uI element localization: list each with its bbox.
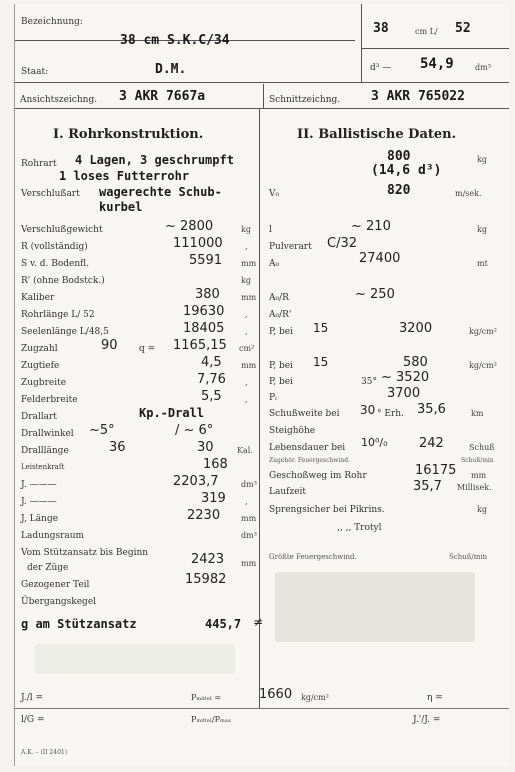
- row-label-j-inhalt: J. ———: [21, 480, 57, 490]
- row-value-rohrlaenge: 19630: [183, 304, 225, 319]
- a0-unit: mt: [477, 259, 488, 268]
- row-label-seelenlaenge: Seelenlänge L/48,5: [21, 327, 109, 337]
- row-value-zugzahl: 1165,15: [173, 338, 227, 353]
- row-label-dralllaenge: Dralllänge: [21, 446, 69, 456]
- geschossweg-unit: mm: [471, 471, 487, 480]
- header-bottom-line: [15, 82, 509, 83]
- caliber-value: 38: [373, 21, 389, 36]
- p-bei-1-temp: 15: [313, 321, 329, 335]
- a0-r-label: A₀/R: [269, 293, 289, 303]
- pmittel-value: 1660: [259, 687, 293, 702]
- row-unit-zugtiefe: mm: [241, 361, 257, 370]
- row-unit-s-bodenfl: mm: [241, 259, 257, 268]
- row-unit-felderbreite: ,: [245, 395, 248, 404]
- trotyl-label: ,, ,, Trotyl: [337, 523, 382, 533]
- d3-unit: dm³: [475, 63, 491, 72]
- header-right-border: [361, 4, 362, 82]
- row-label-ladungsraum: Ladungsraum: [21, 531, 85, 541]
- lg-label: l/G =: [21, 715, 45, 725]
- row-label-j-laenge: J, Länge: [21, 514, 59, 524]
- p-bei-2-unit: kg/cm²: [469, 361, 497, 370]
- row-unit-ladungsraum: dm³: [241, 531, 257, 540]
- row-unit-rohrlaenge: ,: [245, 310, 248, 319]
- verschluss-value-line1: wagerechte Schub-: [99, 185, 222, 199]
- section1-title: I. Rohrkonstruktion.: [53, 127, 204, 142]
- shell-weight-value: 800: [387, 149, 411, 164]
- row-unit-j-teil: ,: [245, 497, 248, 506]
- verschluss-value-line2: kurbel: [99, 200, 143, 214]
- groesste-feuergeschwind-label: Größte Feuergeschwind.: [269, 553, 357, 561]
- v0-label: V₀: [269, 189, 280, 199]
- data-card: [14, 4, 509, 766]
- verschluss-label: Verschlußart: [21, 189, 80, 199]
- row-unit-r-ohne: kg: [241, 276, 251, 285]
- groesste-feuergeschwind-unit: Schuß/min: [449, 553, 488, 561]
- header-right-divider: [361, 48, 509, 49]
- lebensdauer-hand: 10⁰/₀: [361, 436, 388, 449]
- a0-r-value: ~ 250: [355, 287, 395, 302]
- schussweite-label: Schußweite bei: [269, 409, 340, 419]
- row-label-zugzahl: Zugzahl: [21, 344, 58, 354]
- laufzeit-label: Laufzeit: [269, 487, 307, 497]
- caliber-unit: cm L/: [415, 27, 438, 36]
- steighoehe-label: Steighöhe: [269, 426, 316, 436]
- a0-value: 27400: [359, 251, 401, 266]
- geschossweg-value: 16175: [415, 463, 457, 478]
- smudge: [35, 644, 235, 674]
- zugehoerige-feuergeschwind-label: Zugehör. Feuergeschwind.: [269, 457, 350, 464]
- row-label-zugbreite: Zugbreite: [21, 378, 67, 388]
- p-bei-2-temp: 15: [313, 355, 329, 369]
- row-value-verschlussgewicht: ~ 2800: [165, 219, 214, 234]
- lebensdauer-value: 242: [419, 436, 444, 451]
- ratio-label: J.'/J. =: [413, 715, 441, 725]
- row-unit-j-inhalt: dm³: [241, 480, 257, 489]
- row-label-drallwinkel: Drallwinkel: [21, 429, 74, 439]
- row-unit-seelenlaenge: ,: [245, 327, 248, 336]
- row-value-drallart: Kp.-Drall: [139, 406, 205, 420]
- p-bei-1-value: 3200: [399, 321, 433, 336]
- d3-label: d³ —: [370, 63, 392, 73]
- pi-value: 3700: [387, 386, 421, 401]
- row-label-felderbreite: Felderbreite: [21, 395, 78, 405]
- section2-title: II. Ballistische Daten.: [297, 127, 457, 142]
- eta-label: η =: [427, 693, 443, 703]
- row-value-j-laenge: 2230: [187, 508, 221, 523]
- schnitt-label: Schnittzeichng.: [269, 95, 341, 105]
- row-unit-kaliber: mm: [241, 293, 257, 302]
- shell-weight-sub: (14,6 d³): [371, 163, 442, 178]
- uebergangskegel-label: Übergangskegel: [21, 597, 97, 607]
- laufzeit-unit: Millisek.: [457, 483, 492, 492]
- drallwinkel-hand: ~5°: [89, 423, 115, 438]
- rohrart-label: Rohrart: [21, 159, 57, 169]
- vom-stuetzansatz-label-line2: der Züge: [27, 563, 69, 573]
- caliber-length: 52: [455, 21, 471, 36]
- row-value-zugtiefe: 4,5: [201, 355, 222, 370]
- drawing-row-divider: [263, 84, 264, 108]
- schussweite-unit: km: [471, 409, 484, 418]
- stuetzansatz-mark: ≠: [253, 615, 264, 629]
- row-unit-j-laenge: mm: [241, 514, 257, 523]
- row-label-s-bodenfl: S v. d. Bodenfl.: [21, 259, 90, 269]
- row-value-dralllaenge: 30: [197, 440, 214, 455]
- p-bei-1-label: P, bei: [269, 327, 293, 337]
- row-value-s-bodenfl: 5591: [189, 253, 223, 268]
- bezeichnung-label: Bezeichnung:: [21, 17, 83, 27]
- rohrart-value-line1: 4 Lagen, 3 geschrumpft: [75, 153, 234, 167]
- d3-value: 54,9: [420, 56, 454, 72]
- row-label-drallart: Drallart: [21, 412, 57, 422]
- dralllaenge-hand: 36: [109, 440, 126, 455]
- p-bei-3-value: ~ 3520: [381, 370, 430, 385]
- sprengsicher-label: Sprengsicher bei Pikrins.: [269, 505, 385, 515]
- zugzahl-q-label: q =: [139, 344, 156, 354]
- smudge: [275, 572, 475, 642]
- row-label-r-ohne: R' (ohne Bodstck.): [21, 276, 105, 286]
- a0-r-prime-label: A₀/R': [269, 310, 292, 320]
- row-unit-r-vollstaendig: ,: [245, 242, 248, 251]
- row-unit-dralllaenge: Kal.: [237, 446, 253, 455]
- ansicht-label: Ansichtszeichng.: [20, 95, 98, 105]
- schnitt-value: 3 AKR 765022: [371, 89, 465, 104]
- row-value-j-teil: 319: [201, 491, 226, 506]
- row-unit-zugzahl: cm²: [239, 344, 255, 353]
- a0-label: A₀: [269, 259, 280, 269]
- laufzeit-value: 35,7: [413, 479, 442, 494]
- zugzahl-hand: 90: [101, 338, 118, 353]
- drawing-row-line: [15, 108, 509, 109]
- schussweite-erh: ° Erh.: [377, 409, 404, 419]
- p-bei-3-label: P, bei: [269, 377, 293, 387]
- p-bei-2-value: 580: [403, 355, 428, 370]
- row-value-j-inhalt: 2203,7: [173, 474, 219, 489]
- row-value-leistenkraft: 168: [203, 457, 228, 472]
- pmittel-unit: kg/cm²: [301, 693, 329, 702]
- row-label-j-teil: J. ———: [21, 497, 57, 507]
- lebensdauer-label: Lebensdauer bei: [269, 443, 346, 453]
- v0-value: 820: [387, 183, 411, 198]
- row-unit-verschlussgewicht: kg: [241, 225, 251, 234]
- bezeichnung-value: 38 cm S.K.C/34: [120, 33, 230, 48]
- row-value-felderbreite: 5,5: [201, 389, 222, 404]
- pi-label: Pᵢ: [269, 393, 277, 403]
- staat-label: Staat:: [21, 67, 49, 77]
- pmittel-label: Pₘᵢₜₜₑₗ =: [191, 693, 222, 702]
- rohrart-value-line2: 1 loses Futterrohr: [59, 169, 190, 183]
- pulverart-value: C/32: [327, 236, 357, 251]
- row-value-kaliber: 380: [195, 287, 220, 302]
- stuetzansatz-label: g am Stützansatz: [21, 617, 137, 631]
- row-value-r-vollstaendig: 111000: [173, 236, 223, 251]
- ansicht-value: 3 AKR 7667a: [119, 89, 206, 104]
- shell-weight-unit: kg: [477, 155, 487, 164]
- pratio-label: Pₘᵢₜₜₑₗ/Pₘₐₓ: [191, 715, 232, 724]
- p-bei-2-label: P, bei: [269, 361, 293, 371]
- pulverart-label: Pulverart: [269, 242, 312, 252]
- row-label-leistenkraft: Leistenkraft: [21, 463, 65, 471]
- gezogener-teil-label: Gezogener Teil: [21, 580, 90, 590]
- geschossweg-label: Geschoßweg im Rohr: [269, 471, 367, 481]
- p-bei-3-temp: 35°: [361, 377, 377, 387]
- sprengsicher-unit: kg: [477, 505, 487, 514]
- zugehoerige-feuergeschwind-unit: Schuß/min: [461, 457, 494, 464]
- row-label-r-vollstaendig: R (vollständig): [21, 242, 88, 252]
- row-unit-zugbreite: ,: [245, 378, 248, 387]
- row-label-rohrlaenge: Rohrlänge L/ 52: [21, 310, 95, 320]
- schussweite-value: 35,6: [417, 402, 446, 417]
- row-label-zugtiefe: Zugtiefe: [21, 361, 60, 371]
- staat-value: D.M.: [155, 62, 187, 77]
- row-label-verschlussgewicht: Verschlußgewicht: [21, 225, 103, 235]
- stuetzansatz-value: 445,7: [205, 617, 242, 631]
- row-value-seelenlaenge: 18405: [183, 321, 225, 336]
- row-label-kaliber: Kaliber: [21, 293, 55, 303]
- l-label: l: [269, 225, 272, 235]
- footer-line: [15, 708, 509, 709]
- row-value-zugbreite: 7,76: [197, 372, 226, 387]
- vom-stuetzansatz-label-line1: Vom Stützansatz bis Beginn: [21, 548, 149, 558]
- p-bei-1-unit: kg/cm²: [469, 327, 497, 336]
- gezogener-teil-value: 15982: [185, 572, 227, 587]
- vom-stuetzansatz-value: 2423: [191, 552, 225, 567]
- jl-label: J./l =: [21, 693, 44, 703]
- l-unit: kg: [477, 225, 487, 234]
- v0-unit: m/sek.: [455, 189, 482, 198]
- vom-stuetzansatz-unit: mm: [241, 559, 257, 568]
- lebensdauer-unit: Schuß: [469, 443, 495, 452]
- schussweite-deg: 30: [360, 403, 376, 417]
- row-value-drallwinkel: / ~ 6°: [175, 423, 214, 438]
- form-code: A.K. – (II 2401): [21, 749, 68, 756]
- l-value: ~ 210: [351, 219, 391, 234]
